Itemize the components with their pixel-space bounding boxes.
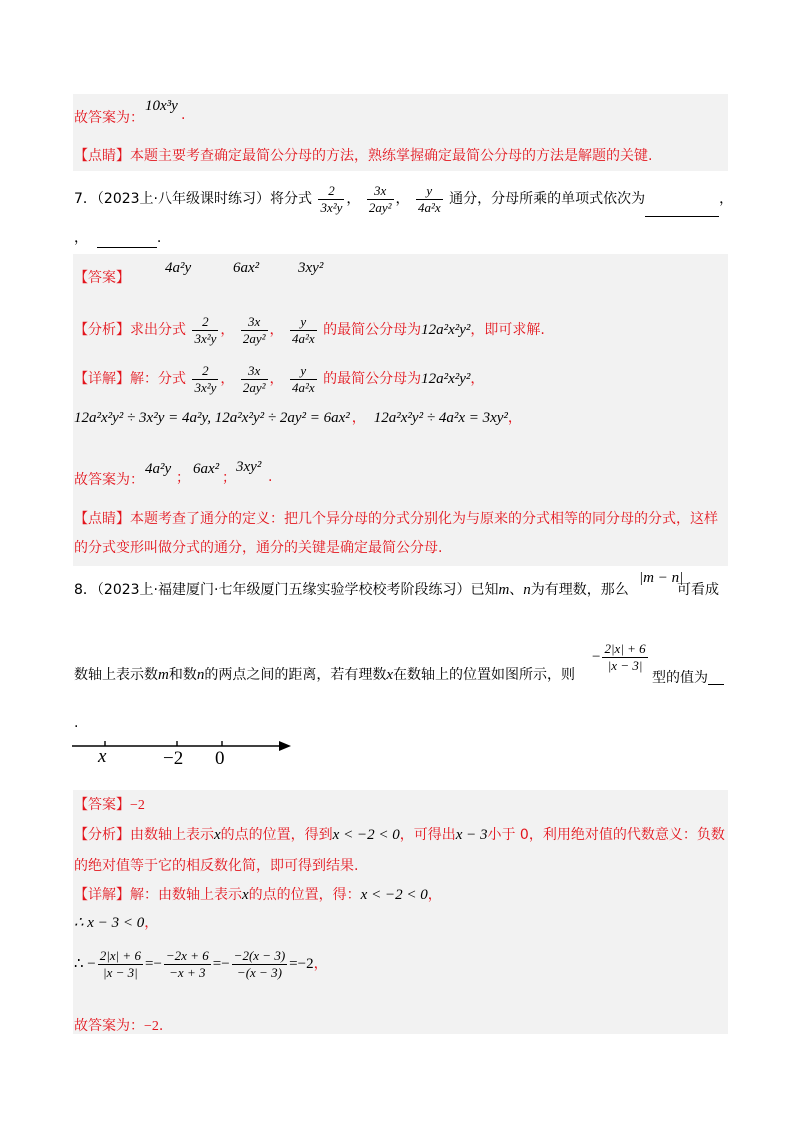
fraction-1: $\frac{2}{\text{3x²y}}$ xyxy=(194,362,217,395)
fraction-2: $\frac{3x}{\text{2ay²}}$ xyxy=(242,313,266,346)
equation-line: ∴ − $\frac{2|x| + 6}{|x - 3|}$ =− $\frac{-2x + 6}{-x + 3}$ =− $\frac{-2(x - 3)}{-(x - 3)}$ =−2， xyxy=(74,947,328,980)
question-7: 7．（2023上·八年级课时练习）将分式 $\frac{2}{\text{3x²y}}$ ， $\frac{3x}{\text{2ay²}}$ ， $\frac{y}{\text{4a²x}}$ 通分，分母所乘的单项式依次为 ， xyxy=(74,181,733,217)
answer-1: 4a²y xyxy=(165,260,192,276)
step-line: ∴ x − 3 < 0， xyxy=(74,915,159,931)
fraction-3: $\frac{y}{\text{4a²x}}$ xyxy=(291,362,315,395)
question-8-line2: 数轴上表示数m和数n的两点之间的距离，若有理数x在数轴上的位置如图所示，则 xyxy=(74,667,576,683)
analysis-line: 【分析】求出分式 $\frac{2}{\text{3x²y}}$ ， $\frac{3x}{\text{2ay²}}$ ， $\frac{y}{\text{4a²x}}$ 的最简公分母为12a²x²y²，即可求解. xyxy=(74,313,545,346)
final-answer-dot: . xyxy=(181,107,186,123)
expression: − $\frac{2|x| + 6}{|x - 3|}$ xyxy=(592,641,646,673)
answer-line: 【答案】−2 xyxy=(74,797,145,813)
sep-1: ； xyxy=(176,470,190,486)
fraction-2: $\frac{3x}{\text{2ay²}}$ xyxy=(368,182,392,215)
question-8-tail: 可看成 xyxy=(677,582,719,598)
analysis-line-2: 的绝对值等于它的相反数化简，即可得到结果. xyxy=(74,858,359,874)
axis-arrow xyxy=(279,741,291,751)
question-7-line2: ， . xyxy=(74,230,162,246)
question-8: 8．（2023上·福建厦门·七年级厦门五缘实验学校校考阶段练习）已知m、n为有理数，那么 xyxy=(74,582,629,598)
final-answer-line: 故答案为： xyxy=(74,472,144,488)
final-1: 4a²y xyxy=(145,461,172,477)
tip-line-2: 的分式变形叫做分式的通分，通分的关键是确定最简公分母. xyxy=(74,540,443,556)
detail-line: 【详解】解：分式 $\frac{2}{\text{3x²y}}$ ， $\frac{3x}{\text{2ay²}}$ ， $\frac{y}{\text{4a²x}}$ 的最简公分母为12a²x²y²， xyxy=(74,362,485,395)
answer-blank-q8[interactable] xyxy=(708,668,724,685)
abs-expression: |m − n| xyxy=(639,570,684,586)
tip-line-1: 【点睛】本题考查了通分的定义：把几个异分母的分式分别化为与原来的分式相等的同分母的分式，这样 xyxy=(74,511,718,527)
fraction-3: $\frac{y}{\text{4a²x}}$ xyxy=(417,182,441,215)
question-8-dot: . xyxy=(74,715,79,731)
label-minus2: −2 xyxy=(163,748,184,769)
calculation-line: 12a²x²y² ÷ 3x²y = 4a²y, 12a²x²y² ÷ 2ay² = 6ax² ， 12a²x²y² ÷ 4a²x = 3xy²， xyxy=(74,410,522,426)
fraction-1: $\frac{2}{\text{3x²y}}$ xyxy=(320,182,343,215)
fraction-2: $\frac{3x}{\text{2ay²}}$ xyxy=(242,362,266,395)
answer-3: 3xy² xyxy=(298,260,324,276)
detail-line: 【详解】解：由数轴上表示x的点的位置，得：x < −2 < 0， xyxy=(74,887,442,903)
final-answer-line: 故答案为： xyxy=(74,110,144,126)
answer-2: 6ax² xyxy=(233,260,260,276)
number-line xyxy=(70,735,300,771)
final-2: 6ax² xyxy=(193,461,220,477)
tip-line: 【点睛】本题主要考查确定最简公分母的方法，熟练掌握确定最简公分母的方法是解题的关键. xyxy=(74,148,653,164)
final-answer-value: 10x³y xyxy=(145,98,178,114)
final-answer-line: 故答案为：−2. xyxy=(74,1018,164,1034)
answer-blank-1[interactable] xyxy=(645,198,719,217)
label-x: x xyxy=(98,746,107,767)
final-dot: . xyxy=(268,469,273,485)
answer-tag: 【答案】 xyxy=(74,270,130,286)
answer-blank-3[interactable] xyxy=(97,229,157,248)
fraction-1: $\frac{2}{\text{3x²y}}$ xyxy=(194,313,217,346)
question-8-end: 型的值为 xyxy=(652,668,724,685)
sep-2: ； xyxy=(222,470,236,486)
analysis-line: 【分析】由数轴上表示x的点的位置，得到x < −2 < 0，可得出x − 3小于 0，利用绝对值的代数意义：负数 xyxy=(74,827,725,843)
fraction-3: $\frac{y}{\text{4a²x}}$ xyxy=(291,313,315,346)
final-3: 3xy² xyxy=(236,459,262,475)
label-zero: 0 xyxy=(215,748,225,769)
